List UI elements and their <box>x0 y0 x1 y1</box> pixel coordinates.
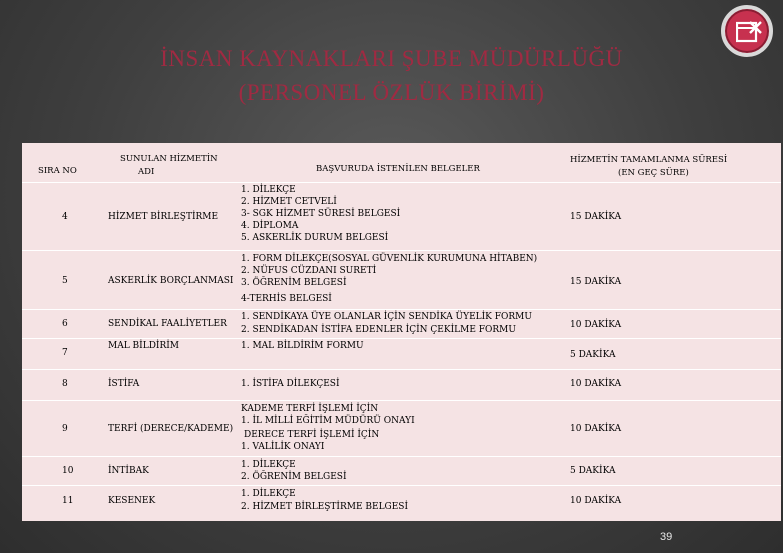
row-no: 10 <box>62 466 74 476</box>
row-duration: 15 DAKİKA <box>570 277 622 287</box>
row-no: 5 <box>62 276 68 286</box>
row-no: 8 <box>62 379 68 389</box>
close-window-button[interactable] <box>721 5 773 57</box>
row-service-name: SENDİKAL FAALİYETLER <box>108 319 227 329</box>
page-subtitle: (PERSONEL ÖZLÜK BİRİMİ) <box>238 80 545 105</box>
row-document: 1. SENDİKAYA ÜYE OLANLAR İÇİN SENDİKA ÜYELİK FORMU <box>241 312 532 322</box>
row-document: 4. DİPLOMA <box>241 221 299 231</box>
row-divider <box>22 250 781 251</box>
row-document: 5. ASKERLİK DURUM BELGESİ <box>241 233 389 243</box>
row-duration: 10 DAKİKA <box>570 424 622 434</box>
row-document: 2. ÖĞRENİM BELGESİ <box>241 472 347 482</box>
row-document: 2. NÜFUS CÜZDANI SURETİ <box>241 266 377 276</box>
page-number: 39 <box>660 531 673 543</box>
row-document: 2. SENDİKADAN İSTİFA EDENLER İÇİN ÇEKİLME FORMU <box>241 325 516 335</box>
row-document: 1. FORM DİLEKÇE(SOSYAL GÜVENLİK KURUMUNA HİTABEN) <box>241 254 538 264</box>
row-divider <box>22 456 781 457</box>
row-document: 3- SGK HİZMET SÜRESİ BELGESİ <box>241 209 401 219</box>
row-divider <box>22 400 781 401</box>
row-divider <box>22 338 781 339</box>
header-documents: BAŞVURUDA İSTENİLEN BELGELER <box>316 164 480 174</box>
row-document: KADEME TERFİ İŞLEMİ İÇİN <box>241 404 379 414</box>
row-divider <box>22 485 781 486</box>
row-document: 4-TERHİS BELGESİ <box>241 294 332 304</box>
row-document: 1. İL MİLLİ EĞİTİM MÜDÜRÜ ONAYI <box>241 416 415 426</box>
row-document: 1. VALİLİK ONAYI <box>241 442 325 452</box>
row-duration: 10 DAKİKA <box>570 379 622 389</box>
row-document: 1. DİLEKÇE <box>241 460 296 470</box>
row-duration: 5 DAKİKA <box>570 350 616 360</box>
header-duration-2: (EN GEÇ SÜRE) <box>618 168 689 178</box>
header-service-name-2: ADI <box>138 167 155 177</box>
row-service-name: İSTİFA <box>108 379 140 389</box>
header-duration: HİZMETİN TAMAMLANMA SÜRESİ <box>570 155 728 165</box>
row-document: 2. HİZMET BİRLEŞTİRME BELGESİ <box>241 502 409 512</box>
row-no: 11 <box>62 496 74 506</box>
row-duration: 10 DAKİKA <box>570 496 622 506</box>
row-document: 3. ÖĞRENİM BELGESİ <box>241 278 347 288</box>
row-service-name: MAL BİLDİRİM <box>108 341 180 351</box>
row-duration: 10 DAKİKA <box>570 320 622 330</box>
row-no: 9 <box>62 424 68 434</box>
row-document: DERECE TERFİ İŞLEMİ İÇİN <box>244 430 380 440</box>
header-sira-no: SIRA NO <box>38 166 77 176</box>
row-duration: 5 DAKİKA <box>570 466 616 476</box>
row-service-name: ASKERLİK BORÇLANMASI <box>108 276 234 286</box>
row-duration: 15 DAKİKA <box>570 212 622 222</box>
row-document: 1. DİLEKÇE <box>241 185 296 195</box>
row-document: 1. MAL BİLDİRİM FORMU <box>241 341 364 351</box>
row-no: 7 <box>62 348 68 358</box>
row-service-name: TERFİ (DERECE/KADEME) <box>108 424 234 434</box>
page-title: İNSAN KAYNAKLARI ŞUBE MÜDÜRLÜĞÜ <box>160 46 623 71</box>
row-divider <box>22 369 781 370</box>
row-service-name: HİZMET BİRLEŞTİRME <box>108 212 219 222</box>
row-service-name: İNTİBAK <box>108 466 149 476</box>
row-document: 1. DİLEKÇE <box>241 489 296 499</box>
row-document: 1. İSTİFA DİLEKÇESİ <box>241 379 340 389</box>
row-service-name: KESENEK <box>108 496 156 506</box>
row-divider <box>22 309 781 310</box>
row-no: 4 <box>62 212 68 222</box>
header-service-name: SUNULAN HİZMETİN <box>120 154 218 164</box>
row-document: 2. HİZMET CETVELİ <box>241 197 337 207</box>
close-window-icon <box>736 20 762 44</box>
row-divider <box>22 182 781 183</box>
row-no: 6 <box>62 319 68 329</box>
